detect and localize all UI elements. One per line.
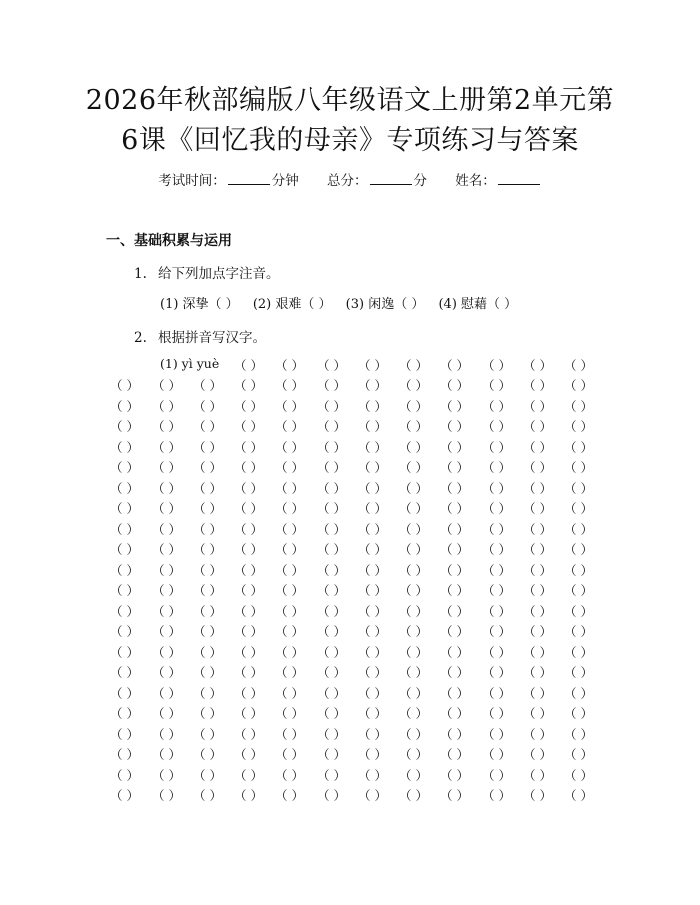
answer-blank[interactable]: （ ） xyxy=(358,501,387,516)
answer-blank[interactable]: （ ） xyxy=(482,521,511,537)
answer-blank[interactable]: （ ） xyxy=(275,480,304,496)
answer-blank[interactable]: （ ） xyxy=(193,767,222,783)
answer-blank[interactable]: （ ） xyxy=(193,603,222,619)
answer-blank[interactable]: （ ） xyxy=(358,665,387,680)
answer-blank[interactable]: （ ） xyxy=(152,378,181,393)
answer-blank[interactable]: （ ） xyxy=(564,521,593,537)
answer-blank[interactable]: （ ） xyxy=(275,583,304,598)
answer-blank[interactable]: （ ） xyxy=(358,562,387,578)
answer-blank[interactable]: （ ） xyxy=(152,562,181,578)
answer-blank[interactable]: （ ） xyxy=(110,726,139,742)
answer-blank[interactable]: （ ） xyxy=(275,685,304,701)
answer-blank[interactable]: （ ） xyxy=(523,480,552,496)
answer-blank[interactable]: （ ） xyxy=(317,398,346,414)
answer-blank[interactable]: （ ） xyxy=(110,439,139,455)
answer-blank[interactable]: （ ） xyxy=(440,685,469,701)
answer-blank[interactable]: （ ） xyxy=(564,665,593,680)
answer-blank[interactable]: （ ） xyxy=(564,644,593,660)
answer-blank[interactable]: （ ） xyxy=(440,706,469,721)
answer-blank[interactable]: （ ） xyxy=(523,644,552,660)
answer-blank[interactable]: （ ） xyxy=(317,788,346,803)
answer-blank[interactable]: （ ） xyxy=(564,583,593,598)
answer-blank[interactable]: （ ） xyxy=(399,685,428,701)
answer-blank[interactable]: （ ） xyxy=(482,419,511,434)
answer-blank[interactable]: （ ） xyxy=(564,767,593,783)
answer-blank[interactable]: （ ） xyxy=(399,644,428,660)
answer-blank[interactable]: （ ） xyxy=(358,419,387,434)
answer-blank[interactable]: （ ） xyxy=(564,460,593,475)
answer-blank[interactable]: （ ） xyxy=(317,726,346,742)
answer-blank[interactable]: （ ） xyxy=(523,439,552,455)
answer-blank[interactable]: （ ） xyxy=(234,460,263,475)
name-blank[interactable] xyxy=(498,174,540,185)
answer-blank[interactable]: （ ） xyxy=(564,747,593,762)
answer-blank[interactable]: （ ） xyxy=(523,747,552,762)
answer-blank[interactable]: （ ） xyxy=(358,439,387,455)
answer-blank[interactable]: （ ） xyxy=(523,685,552,701)
pinyin-item-1[interactable]: (1) 深挚（ ） xyxy=(160,297,239,312)
question-text: 根据拼音写汉字。 xyxy=(158,330,266,346)
answer-blank[interactable]: （ ） xyxy=(234,644,263,660)
answer-blank[interactable]: （ ） xyxy=(399,706,428,721)
score-blank[interactable] xyxy=(370,174,412,185)
answer-blank[interactable]: （ ） xyxy=(193,685,222,701)
answer-blank[interactable]: （ ） xyxy=(523,562,552,578)
answer-blank[interactable]: （ ） xyxy=(152,439,181,455)
question-2 xyxy=(134,326,266,346)
answer-blank[interactable]: （ ） xyxy=(317,624,346,639)
answer-blank[interactable]: （ ） xyxy=(440,788,469,803)
answer-blank[interactable]: （ ） xyxy=(523,726,552,742)
answer-blank[interactable]: （ ） xyxy=(234,624,263,639)
answer-blank[interactable]: （ ） xyxy=(482,480,511,496)
answer-blank[interactable]: （ ） xyxy=(440,665,469,680)
answer-blank[interactable]: （ ） xyxy=(152,460,181,475)
answer-blank[interactable]: （ ） xyxy=(317,706,346,721)
answer-blank[interactable]: （ ） xyxy=(275,439,304,455)
answer-blank[interactable]: （ ） xyxy=(440,521,469,537)
answer-blank[interactable]: （ ） xyxy=(482,562,511,578)
answer-blank[interactable]: （ ） xyxy=(234,378,263,393)
answer-blank[interactable]: （ ） xyxy=(564,624,593,639)
answer-blank[interactable]: （ ） xyxy=(523,603,552,619)
answer-blank[interactable]: （ ） xyxy=(152,583,181,598)
answer-blank[interactable]: （ ） xyxy=(317,767,346,783)
answer-blank[interactable]: （ ） xyxy=(152,501,181,516)
answer-blank[interactable]: （ ） xyxy=(275,521,304,537)
question-1-items xyxy=(160,293,527,312)
answer-blank[interactable]: （ ） xyxy=(523,788,552,803)
answer-blank[interactable]: （ ） xyxy=(234,706,263,721)
answer-blank[interactable]: （ ） xyxy=(482,644,511,660)
answer-blank[interactable]: （ ） xyxy=(234,439,263,455)
answer-blank[interactable]: （ ） xyxy=(234,542,263,557)
answer-blank[interactable]: （ ） xyxy=(440,419,469,434)
time-blank[interactable] xyxy=(228,174,270,185)
answer-blank[interactable]: （ ） xyxy=(234,583,263,598)
answer-blank[interactable]: （ ） xyxy=(523,378,552,393)
answer-blank[interactable]: （ ） xyxy=(193,480,222,496)
answer-blank[interactable]: （ ） xyxy=(152,726,181,742)
answer-blank[interactable]: （ ） xyxy=(358,460,387,475)
answer-blank[interactable]: （ ） xyxy=(564,501,593,516)
answer-blank[interactable]: （ ） xyxy=(399,624,428,639)
answer-blank[interactable]: （ ） xyxy=(234,747,263,762)
answer-blank[interactable]: （ ） xyxy=(234,501,263,516)
answer-blank[interactable]: （ ） xyxy=(110,685,139,701)
answer-blank[interactable]: （ ） xyxy=(110,788,139,803)
answer-blank[interactable]: （ ） xyxy=(152,747,181,762)
answer-blank[interactable]: （ ） xyxy=(399,378,428,393)
answer-blank[interactable]: （ ） xyxy=(440,624,469,639)
answer-blank[interactable]: （ ） xyxy=(523,542,552,557)
answer-blank[interactable]: （ ） xyxy=(564,419,593,434)
answer-blank[interactable]: （ ） xyxy=(440,562,469,578)
answer-blank[interactable]: （ ） xyxy=(440,542,469,557)
answer-blank[interactable]: （ ） xyxy=(317,419,346,434)
answer-blank[interactable]: （ ） xyxy=(440,644,469,660)
answer-blank[interactable]: （ ） xyxy=(193,521,222,537)
answer-blank[interactable]: （ ） xyxy=(110,419,139,434)
answer-blank[interactable]: （ ） xyxy=(110,521,139,537)
answer-blank[interactable]: （ ） xyxy=(317,378,346,393)
answer-blank[interactable]: （ ） xyxy=(234,767,263,783)
answer-blank[interactable]: （ ） xyxy=(110,644,139,660)
answer-blank[interactable]: （ ） xyxy=(317,439,346,455)
answer-blank[interactable]: （ ） xyxy=(234,398,263,414)
answer-blank[interactable]: （ ） xyxy=(399,665,428,680)
answer-blank[interactable]: （ ） xyxy=(152,788,181,803)
answer-blank[interactable]: （ ） xyxy=(275,644,304,660)
answer-blank[interactable]: （ ） xyxy=(152,542,181,557)
answer-blank[interactable]: （ ） xyxy=(440,439,469,455)
answer-blank[interactable]: （ ） xyxy=(482,706,511,721)
answer-blank[interactable]: （ ） xyxy=(564,706,593,721)
answer-blank[interactable]: （ ） xyxy=(193,419,222,434)
answer-blank[interactable]: （ ） xyxy=(275,562,304,578)
answer-blank[interactable]: （ ） xyxy=(110,501,139,516)
answer-blank[interactable]: （ ） xyxy=(152,644,181,660)
answer-blank[interactable]: （ ） xyxy=(275,378,304,393)
answer-blank[interactable]: （ ） xyxy=(193,665,222,680)
exam-time: 考试时间： 分钟 xyxy=(158,173,299,189)
page-title-line2: 6课《回忆我的母亲》专项练习与答案 xyxy=(121,125,579,156)
answer-blank[interactable]: （ ） xyxy=(482,583,511,598)
answer-blank[interactable]: （ ） xyxy=(523,624,552,639)
answer-blank[interactable]: （ ） xyxy=(275,603,304,619)
answer-blank[interactable]: （ ） xyxy=(358,480,387,496)
answer-blank[interactable]: （ ） xyxy=(399,788,428,803)
answer-blank[interactable]: （ ） xyxy=(399,480,428,496)
answer-blank[interactable]: （ ） xyxy=(523,583,552,598)
answer-blank[interactable]: （ ） xyxy=(317,665,346,680)
answer-blank[interactable]: （ ） xyxy=(275,624,304,639)
answer-blank[interactable]: （ ） xyxy=(564,439,593,455)
answer-blank[interactable]: （ ） xyxy=(110,747,139,762)
answer-blank[interactable]: （ ） xyxy=(440,480,469,496)
question-number: 2. xyxy=(134,330,147,346)
answer-blank[interactable]: （ ） xyxy=(110,624,139,639)
answer-blank[interactable]: （ ） xyxy=(110,480,139,496)
answer-blank[interactable]: （ ） xyxy=(193,542,222,557)
answer-blank[interactable]: （ ） xyxy=(234,521,263,537)
answer-blank[interactable]: （ ） xyxy=(317,562,346,578)
answer-blank[interactable]: （ ） xyxy=(193,398,222,414)
answer-blank[interactable]: （ ） xyxy=(482,747,511,762)
answer-blank[interactable]: （ ） xyxy=(234,358,263,373)
answer-blank[interactable]: （ ） xyxy=(358,358,387,373)
answer-blank[interactable]: （ ） xyxy=(564,788,593,803)
answer-blank[interactable]: （ ） xyxy=(399,501,428,516)
page-title-line1: 2026年秋部编版八年级语文上册第2单元第 xyxy=(85,85,615,116)
answer-blank[interactable]: （ ） xyxy=(234,562,263,578)
answer-blank[interactable]: （ ） xyxy=(193,706,222,721)
answer-blank[interactable]: （ ） xyxy=(275,460,304,475)
answer-blank[interactable]: （ ） xyxy=(275,501,304,516)
answer-blank[interactable]: （ ） xyxy=(440,726,469,742)
answer-blank[interactable]: （ ） xyxy=(193,624,222,639)
answer-blank[interactable]: （ ） xyxy=(523,419,552,434)
question-number: 1. xyxy=(134,266,147,282)
answer-blank[interactable]: （ ） xyxy=(110,460,139,475)
answer-blank[interactable]: （ ） xyxy=(564,542,593,557)
answer-blank[interactable]: （ ） xyxy=(358,747,387,762)
answer-blank[interactable]: （ ） xyxy=(440,603,469,619)
answer-blank[interactable]: （ ） xyxy=(482,501,511,516)
answer-blank[interactable]: （ ） xyxy=(399,562,428,578)
answer-blank[interactable]: （ ） xyxy=(358,767,387,783)
answer-blank[interactable]: （ ） xyxy=(482,624,511,639)
answer-blank[interactable]: （ ） xyxy=(358,398,387,414)
answer-blank[interactable]: （ ） xyxy=(399,767,428,783)
exam-score: 总分： 分 xyxy=(327,173,427,189)
exam-name: 姓名： xyxy=(455,173,542,189)
answer-blank[interactable]: （ ） xyxy=(399,542,428,557)
answer-blank[interactable]: （ ） xyxy=(564,378,593,393)
answer-blank[interactable]: （ ） xyxy=(317,685,346,701)
answer-blank[interactable]: （ ） xyxy=(358,726,387,742)
answer-blank[interactable]: （ ） xyxy=(564,358,593,373)
answer-blank[interactable]: （ ） xyxy=(399,358,428,373)
answer-blank[interactable]: （ ） xyxy=(234,685,263,701)
answer-blank[interactable]: （ ） xyxy=(482,603,511,619)
answer-blank[interactable]: （ ） xyxy=(523,501,552,516)
answer-blank[interactable]: （ ） xyxy=(440,767,469,783)
answer-blank[interactable]: （ ） xyxy=(275,665,304,680)
answer-blank[interactable]: （ ） xyxy=(110,562,139,578)
question-text: 给下列加点字注音。 xyxy=(158,266,280,282)
answer-blank[interactable]: （ ） xyxy=(317,501,346,516)
section-heading-1: 一、基础积累与运用 xyxy=(106,233,232,249)
answer-blank[interactable]: （ ） xyxy=(317,644,346,660)
answer-blank[interactable]: （ ） xyxy=(193,644,222,660)
answer-blank[interactable]: （ ） xyxy=(358,583,387,598)
answer-blank[interactable]: （ ） xyxy=(317,603,346,619)
answer-blank[interactable]: （ ） xyxy=(317,747,346,762)
answer-blank[interactable]: （ ） xyxy=(564,726,593,742)
answer-blank[interactable]: （ ） xyxy=(358,644,387,660)
answer-blank[interactable]: （ ） xyxy=(440,460,469,475)
answer-blank[interactable]: （ ） xyxy=(152,767,181,783)
answer-blank[interactable]: （ ） xyxy=(152,398,181,414)
answer-blank[interactable]: （ ） xyxy=(275,706,304,721)
answer-blank[interactable]: （ ） xyxy=(523,398,552,414)
answer-blank[interactable]: （ ） xyxy=(482,398,511,414)
answer-blank[interactable]: （ ） xyxy=(110,542,139,557)
answer-blank[interactable]: （ ） xyxy=(152,521,181,537)
answer-blank[interactable]: （ ） xyxy=(358,521,387,537)
answer-blank[interactable]: （ ） xyxy=(399,398,428,414)
answer-blank[interactable]: （ ） xyxy=(482,460,511,475)
pinyin-item-3[interactable]: (3) 闲逸（ ） xyxy=(345,297,425,312)
answer-blank[interactable]: （ ） xyxy=(275,419,304,434)
answer-blank[interactable]: （ ） xyxy=(523,767,552,783)
answer-blank[interactable]: （ ） xyxy=(440,501,469,516)
answer-blank[interactable]: （ ） xyxy=(152,665,181,680)
answer-blank[interactable]: （ ） xyxy=(399,439,428,455)
answer-blank[interactable]: （ ） xyxy=(440,378,469,393)
answer-blank[interactable]: （ ） xyxy=(152,480,181,496)
answer-blank[interactable]: （ ） xyxy=(110,583,139,598)
answer-blank[interactable]: （ ） xyxy=(564,562,593,578)
answer-blank[interactable]: （ ） xyxy=(110,603,139,619)
answer-blank[interactable]: （ ） xyxy=(358,624,387,639)
answer-blank[interactable]: （ ） xyxy=(110,665,139,680)
answer-blank[interactable]: （ ） xyxy=(440,747,469,762)
answer-blank[interactable]: （ ） xyxy=(275,788,304,803)
answer-blank[interactable]: （ ） xyxy=(110,706,139,721)
answer-blank[interactable]: （ ） xyxy=(317,583,346,598)
answer-blank[interactable]: （ ） xyxy=(440,398,469,414)
answer-blank[interactable]: （ ） xyxy=(193,583,222,598)
answer-blank[interactable]: （ ） xyxy=(234,419,263,434)
answer-blank[interactable]: （ ） xyxy=(399,583,428,598)
answer-blank[interactable]: （ ） xyxy=(482,788,511,803)
pinyin-item-4[interactable]: (4) 慰藉（ ） xyxy=(438,297,518,312)
answer-blank[interactable]: （ ） xyxy=(399,460,428,475)
answer-blank[interactable]: （ ） xyxy=(399,726,428,742)
answer-blank[interactable]: （ ） xyxy=(358,542,387,557)
answer-blank[interactable]: （ ） xyxy=(358,378,387,393)
answer-blank[interactable]: （ ） xyxy=(482,378,511,393)
answer-blank[interactable]: （ ） xyxy=(152,685,181,701)
answer-blank[interactable]: （ ） xyxy=(440,583,469,598)
answer-blank[interactable]: （ ） xyxy=(399,419,428,434)
answer-blank[interactable]: （ ） xyxy=(358,706,387,721)
answer-blank[interactable]: （ ） xyxy=(564,398,593,414)
answer-blank[interactable]: （ ） xyxy=(193,726,222,742)
answer-blank[interactable]: （ ） xyxy=(564,480,593,496)
answer-blank[interactable]: （ ） xyxy=(152,603,181,619)
answer-blank[interactable]: （ ） xyxy=(193,788,222,803)
answer-blank[interactable]: （ ） xyxy=(482,542,511,557)
answer-blank[interactable]: （ ） xyxy=(358,603,387,619)
answer-blank[interactable]: （ ） xyxy=(358,788,387,803)
answer-blank[interactable]: （ ） xyxy=(152,624,181,639)
answer-blank[interactable]: （ ） xyxy=(152,419,181,434)
question-1 xyxy=(134,262,280,282)
pinyin-item-2[interactable]: (2) 艰难（ ） xyxy=(252,297,332,312)
answer-blank[interactable]: （ ） xyxy=(110,767,139,783)
answer-blank[interactable]: （ ） xyxy=(564,603,593,619)
answer-blank[interactable]: （ ） xyxy=(317,460,346,475)
answer-blank[interactable]: （ ） xyxy=(482,726,511,742)
answer-blank[interactable]: （ ） xyxy=(275,398,304,414)
answer-blank[interactable]: （ ） xyxy=(564,685,593,701)
answer-blank[interactable]: （ ） xyxy=(317,480,346,496)
answer-blank[interactable]: （ ） xyxy=(234,480,263,496)
answer-blank[interactable]: （ ） xyxy=(234,603,263,619)
answer-blank[interactable]: （ ） xyxy=(399,747,428,762)
answer-blank[interactable]: （ ） xyxy=(275,358,304,373)
answer-blank[interactable]: （ ） xyxy=(523,521,552,537)
answer-blank[interactable]: （ ） xyxy=(275,767,304,783)
answer-blank[interactable]: （ ） xyxy=(523,460,552,475)
answer-blank[interactable]: （ ） xyxy=(317,521,346,537)
answer-blank[interactable]: （ ） xyxy=(523,706,552,721)
answer-blank[interactable]: （ ） xyxy=(482,439,511,455)
answer-blank[interactable]: （ ） xyxy=(275,542,304,557)
answer-blank[interactable]: （ ） xyxy=(482,665,511,680)
answer-blank[interactable]: （ ） xyxy=(317,358,346,373)
answer-blank[interactable]: （ ） xyxy=(523,665,552,680)
answer-blank[interactable]: （ ） xyxy=(440,358,469,373)
answer-blank[interactable]: （ ） xyxy=(234,665,263,680)
answer-blank[interactable]: （ ） xyxy=(482,685,511,701)
exam-meta xyxy=(0,169,700,189)
answer-blank[interactable]: （ ） xyxy=(317,542,346,557)
answer-blank[interactable]: （ ） xyxy=(234,788,263,803)
answer-blank[interactable]: （ ） xyxy=(193,439,222,455)
answer-blank[interactable]: （ ） xyxy=(275,726,304,742)
answer-blank[interactable]: （ ） xyxy=(193,378,222,393)
answer-blank[interactable]: （ ） xyxy=(234,726,263,742)
answer-blank[interactable]: （ ） xyxy=(193,460,222,475)
answer-blank[interactable]: （ ） xyxy=(358,685,387,701)
answer-blank[interactable]: （ ） xyxy=(399,521,428,537)
answer-blank[interactable]: （ ） xyxy=(275,747,304,762)
answer-blank[interactable]: （ ） xyxy=(523,358,552,373)
answer-blank[interactable]: （ ） xyxy=(193,747,222,762)
pinyin-label: (1) yì yuè xyxy=(160,356,220,371)
answer-blank[interactable]: （ ） xyxy=(482,358,511,373)
answer-blank[interactable]: （ ） xyxy=(152,706,181,721)
answer-blank[interactable]: （ ） xyxy=(110,378,139,393)
answer-blank[interactable]: （ ） xyxy=(193,501,222,516)
answer-blank[interactable]: （ ） xyxy=(482,767,511,783)
answer-blank[interactable]: （ ） xyxy=(110,398,139,414)
answer-blank[interactable]: （ ） xyxy=(399,603,428,619)
answer-blank[interactable]: （ ） xyxy=(193,562,222,578)
